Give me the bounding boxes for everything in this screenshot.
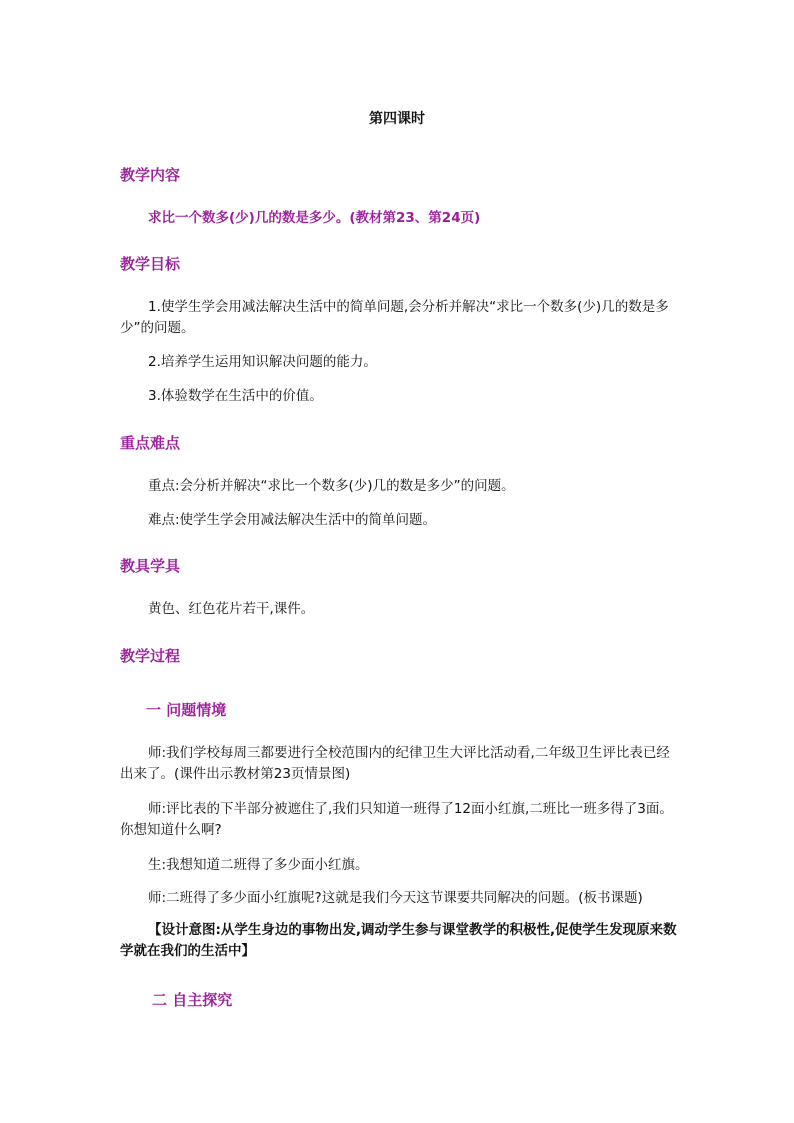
heading-teaching-goals: 教学目标 [120, 255, 181, 273]
teaching-tools-text: 黄色、红色花片若干,课件。 [148, 601, 315, 617]
dialogue-item-1: 师:我们学校每周三都要进行全校范围内的纪律卫生大评比活动看,二年级卫生评比表已经出来了。(课件出示教材第23页情景图) [120, 745, 670, 782]
design-intent-note: 【设计意图:从学生身边的事物出发,调动学生参与课堂教学的积极性,促使学生发现原来数学就在我们的生活中】 [120, 922, 677, 959]
goal-item-3: 3.体验数学在生活中的价值。 [148, 388, 323, 404]
heading-problem-situation: 一 问题情境 [146, 701, 227, 719]
heading-teaching-process: 教学过程 [120, 647, 181, 665]
goal-item-1: 1.使学生学会用减法解决生活中的简单问题,会分析并解决“求比一个数多(少)几的数是多少”的问题。 [120, 299, 669, 336]
teaching-content-text: 求比一个数多(少)几的数是多少。(教材第23、第24页) [148, 210, 481, 226]
difficulty-item: 难点:使学生学会用减法解决生活中的简单问题。 [148, 512, 437, 528]
dialogue-item-2: 师:评比表的下半部分被遮住了,我们只知道一班得了12面小红旗,二班比一班多得了3面。你想知道什么啊? [120, 801, 673, 838]
page-title: 第四课时 [369, 111, 425, 127]
heading-independent-inquiry: 二 自主探究 [152, 991, 233, 1009]
heading-teaching-content: 教学内容 [120, 166, 181, 184]
heading-key-points: 重点难点 [120, 434, 181, 452]
heading-teaching-tools: 教具学具 [120, 557, 181, 575]
dialogue-item-3: 生:我想知道二班得了多少面小红旗。 [148, 857, 369, 873]
goal-item-2: 2.培养学生运用知识解决问题的能力。 [148, 354, 377, 370]
dialogue-item-4: 师:二班得了多少面小红旗呢?这就是我们今天这节课要共同解决的问题。(板书课题) [148, 890, 643, 906]
key-point-item: 重点:会分析并解决“求比一个数多(少)几的数是多少”的问题。 [148, 478, 515, 494]
